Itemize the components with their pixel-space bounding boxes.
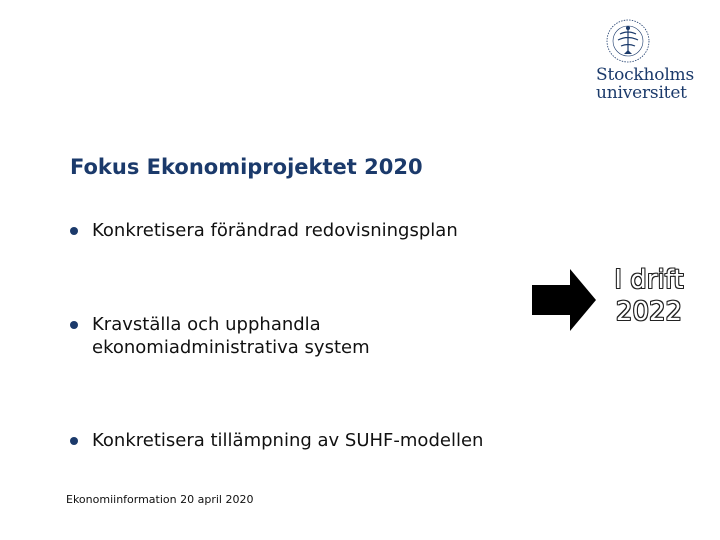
bullet-item-2 <box>70 313 400 359</box>
bullet-dot-icon <box>70 227 78 235</box>
bullet-dot-icon <box>70 321 78 329</box>
university-seal-icon <box>598 18 658 64</box>
bullet-text-1: Konkretisera förändrad redovisningsplan <box>92 220 458 241</box>
bullet-dot-icon <box>70 437 78 445</box>
slide-title: Fokus Ekonomiprojektet 2020 <box>70 155 423 179</box>
arrow-right-icon <box>532 269 596 331</box>
bullet-item-1 <box>70 219 530 242</box>
bullet-text-3: Konkretisera tillämpning av SUHF-modellen <box>92 430 484 451</box>
callout-text: I drift 2022 <box>614 265 684 327</box>
bullet-text-2: Kravställa och upphandla ekonomiadministrativa system <box>92 314 370 358</box>
logo-line-1: Stockholms <box>596 65 694 85</box>
logo-line-2: universitet <box>596 83 687 103</box>
university-logo <box>596 18 696 104</box>
footer-text: Ekonomiinformation 20 april 2020 <box>66 493 254 506</box>
bullet-item-3 <box>70 429 550 452</box>
